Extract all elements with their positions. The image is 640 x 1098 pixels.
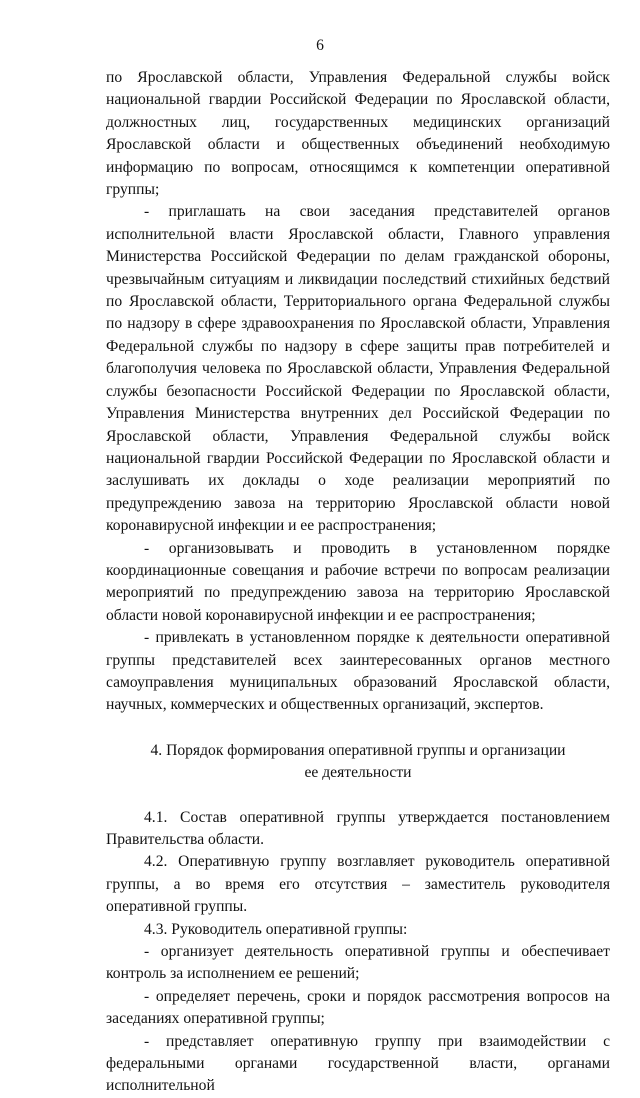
section-heading-line: 4. Порядок формирования оперативной группы и организации — [150, 741, 566, 759]
section-heading — [106, 740, 610, 785]
section-heading-line: ее деятельности — [304, 764, 412, 782]
paragraph: 4.2. Оперативную группу возглавляет руководитель оперативной группы, а во время его отсутствия – заместитель руководителя оперативной группы. — [106, 853, 610, 916]
paragraph: - организует деятельность оперативной группы и обеспечивает контроль за исполнением ее решений; — [106, 943, 610, 983]
paragraph: - приглашать на свои заседания представителей органов исполнительной власти Ярославской области, Главного управления Министерства Российской Федерации по делам гражданской обороны, чрезвычайным ситуациям и ликвидации последствий стихийных бедствий по Ярославской области, Территориального органа Федеральной службы по надзору в сфере здравоохранения по Ярославской области, Управления Федеральной службы по надзору в сфере защиты прав потребителей и благополучия человека по Ярославской области, Управления Федеральной службы безопасности Российской Федерации по Ярославской области, Управления Министерства внутренних дел Российской Федерации по Ярославской области, Управления Федеральной службы войск национальной гвардии Российской Федерации по Ярославской области и заслушивать их доклады о ходе реализации мероприятий по предупреждению завоза на территорию Ярославской области новой коронавирусной инфекции и ее распространения; — [106, 203, 610, 535]
paragraph: - привлекать в установленном порядке к деятельности оперативной группы представителей всех заинтересованных органов местного самоуправления муниципальных образований Ярославской области, научных, коммерческих и общественных организаций, экспертов. — [106, 629, 610, 714]
paragraph: - представляет оперативную группу при взаимодействии с федеральными органами государственной власти, органами исполнительной — [106, 1032, 610, 1095]
paragraph: по Ярославской области, Управления Федеральной службы войск национальной гвардии Российской Федерации по Ярославской области, должностных лиц, государственных медицинских организаций Ярославской области и общественных объединений необходимую информацию по вопросам, относящимся к компетенции оперативной группы; — [106, 69, 610, 199]
paragraph: 4.1. Состав оперативной группы утверждается постановлением Правительства области. — [106, 808, 610, 848]
document-body — [106, 67, 610, 1098]
paragraph: - определяет перечень, сроки и порядок рассмотрения вопросов на заседаниях оперативной группы; — [106, 987, 610, 1028]
page-number: 6 — [316, 37, 324, 54]
paragraph: 4.3. Руководитель оперативной группы: — [144, 920, 408, 938]
paragraph: - организовывать и проводить в установленном порядке координационные совещания и рабочие встречи по вопросам реализации мероприятий по предупреждению завоза на территорию Ярославской области новой коронавирусной инфекции и ее распространения; — [106, 539, 610, 624]
